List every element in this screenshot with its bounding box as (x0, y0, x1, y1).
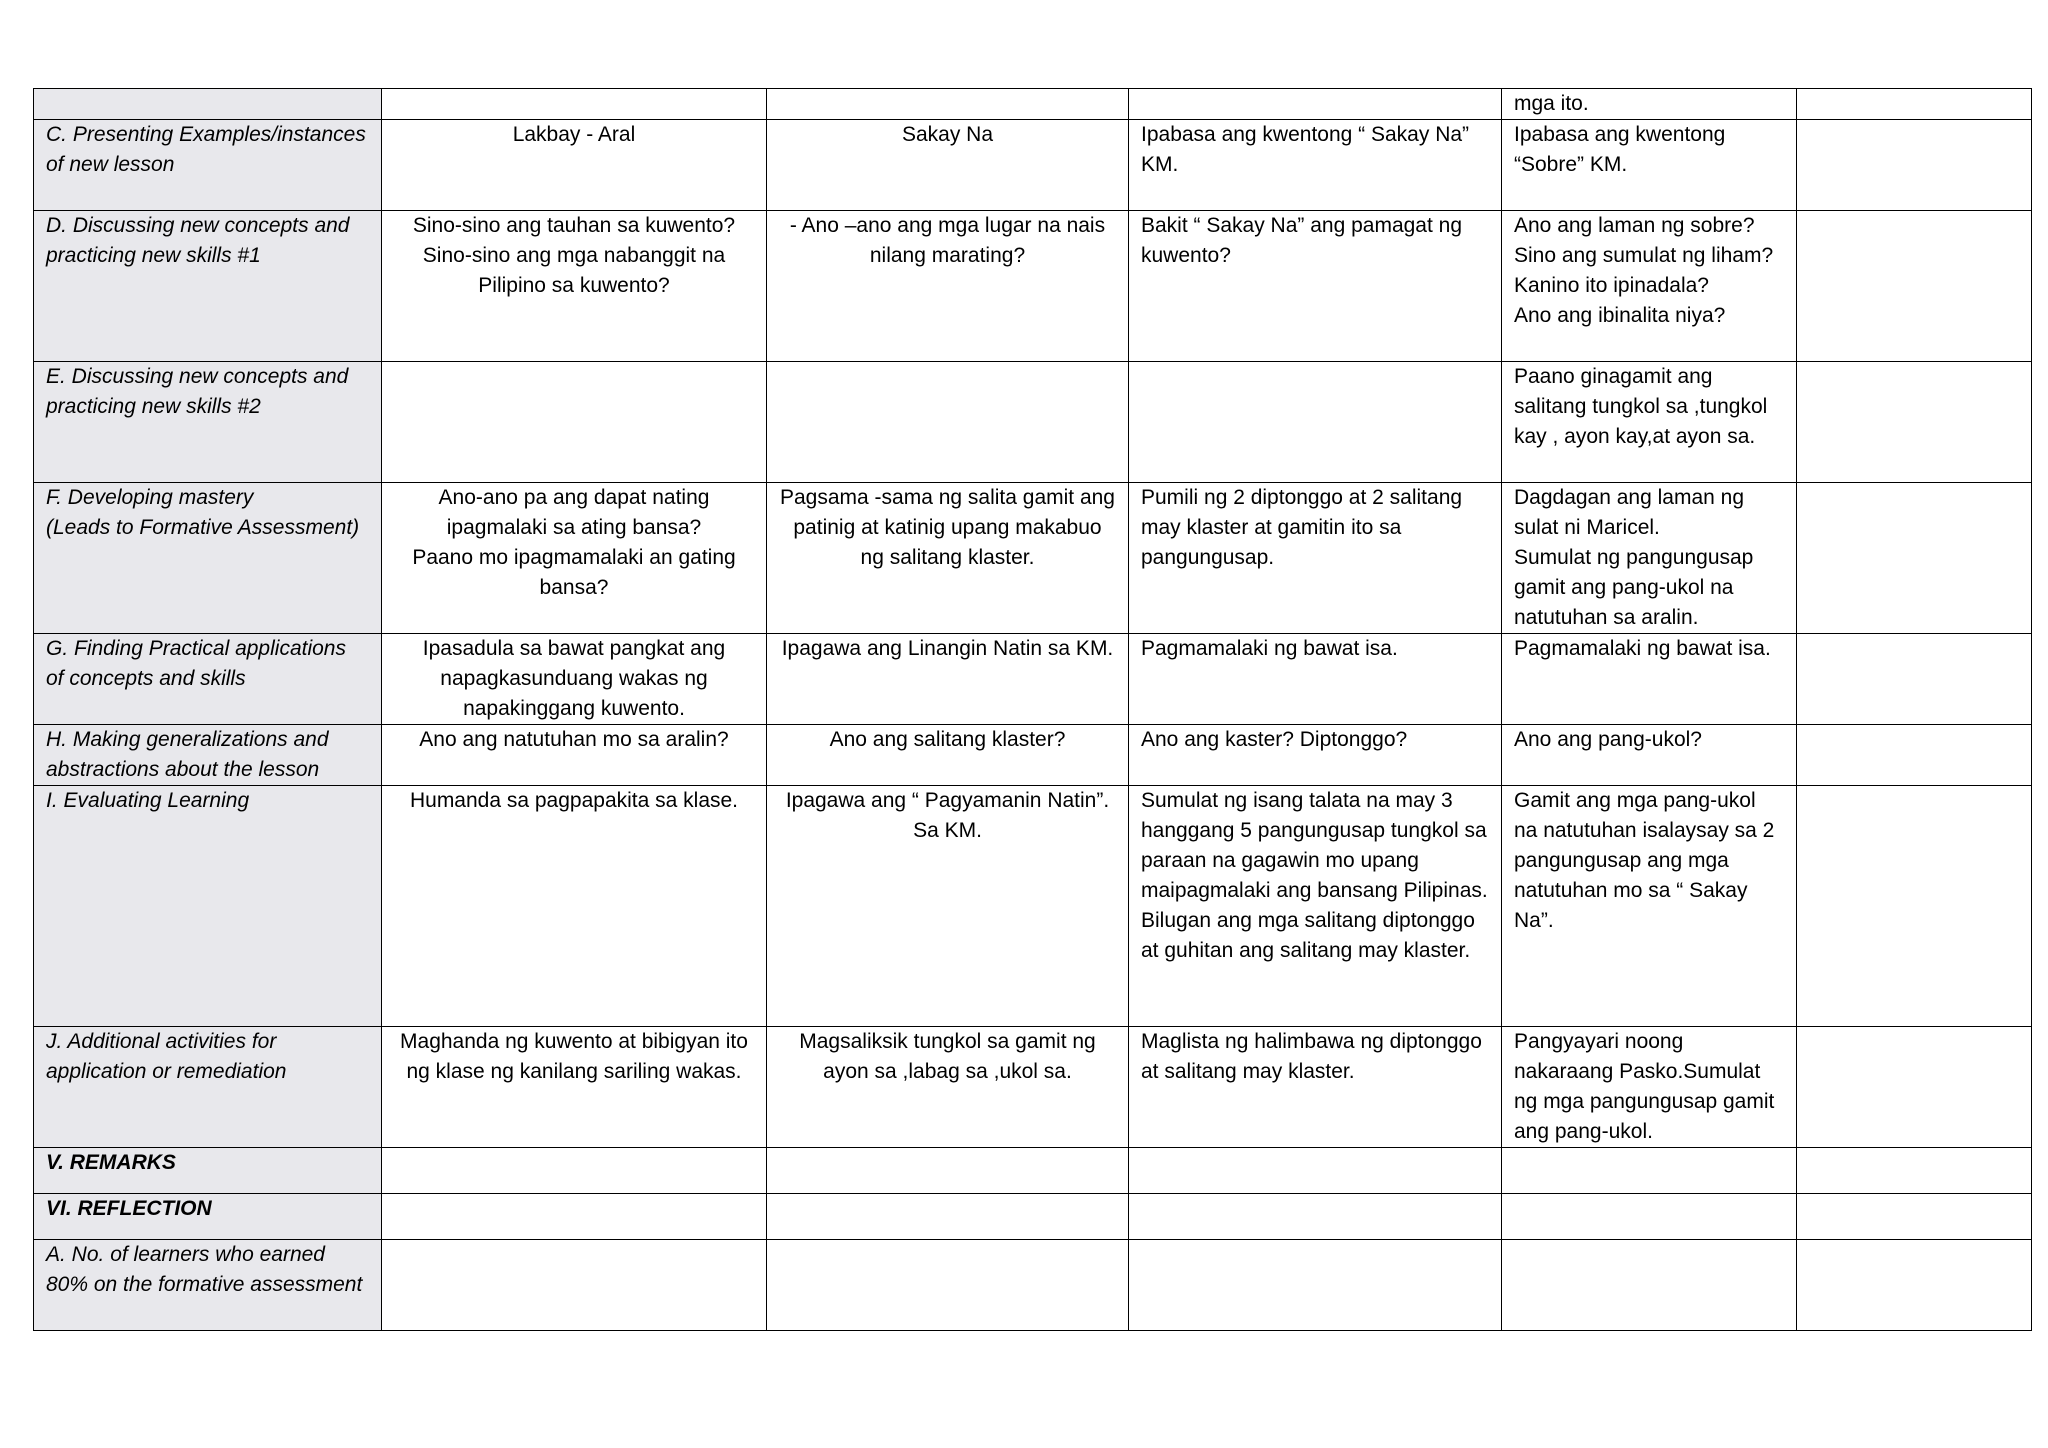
row-label: VI. REFLECTION (34, 1194, 382, 1240)
table-cell: Pagmamalaki ng bawat isa. (1129, 634, 1502, 725)
table-cell: Ipagawa ang Linangin Natin sa KM. (767, 634, 1129, 725)
table-cell: Gamit ang mga pang-ukol na natutuhan isalaysay sa 2 pangungusap ang mga natutuhan mo sa “ Sakay Na”. (1502, 786, 1797, 1027)
table-cell (1502, 1148, 1797, 1194)
table-cell: Ipagawa ang “ Pagyamanin Natin”. Sa KM. (767, 786, 1129, 1027)
table-cell (1797, 362, 2032, 483)
table-cell (1502, 1240, 1797, 1331)
cell-line: (Leads to Formative Assessment) (46, 516, 360, 539)
table-row (34, 634, 2032, 725)
table-cell: Ano ang kaster? Diptonggo? (1129, 725, 1502, 786)
table-cell (1129, 1240, 1502, 1331)
table-row (34, 120, 2032, 211)
table-cell: Pagmamalaki ng bawat isa. (1502, 634, 1797, 725)
table-cell: Humanda sa pagpapakita sa klase. (382, 786, 767, 1027)
row-label: A. No. of learners who earned 80% on the formative assessment (34, 1240, 382, 1331)
table-cell: Magsaliksik tungkol sa gamit ng ayon sa ,labag sa ,ukol sa. (767, 1027, 1129, 1148)
table-row (34, 1194, 2032, 1240)
table-cell (1797, 483, 2032, 634)
table-cell: Pumili ng 2 diptonggo at 2 salitang may klaster at gamitin ito sa pangungusap. (1129, 483, 1502, 634)
row-label: E. Discussing new concepts and practicing new skills #2 (34, 362, 382, 483)
table-cell: Ano ang pang-ukol? (1502, 725, 1797, 786)
table-cell: Sakay Na (767, 120, 1129, 211)
table-cell (1797, 725, 2032, 786)
table-cell (1129, 362, 1502, 483)
cell-line: Ano ang ibinalita niya? (1514, 304, 1726, 327)
table-cell (382, 1148, 767, 1194)
table-cell (767, 1194, 1129, 1240)
table-cell (1129, 1194, 1502, 1240)
table-cell: Ipabasa ang kwentong “Sobre” KM. (1502, 120, 1797, 211)
table-cell: Ano ang natutuhan mo sa aralin? (382, 725, 767, 786)
table-cell: Ano ang salitang klaster? (767, 725, 1129, 786)
cell-line: Sino-sino ang mga nabanggit na Pilipino sa kuwento? (422, 244, 732, 297)
cell-line: Ano ang laman ng sobre? (1514, 214, 1755, 237)
table-cell (1129, 89, 1502, 120)
table-cell (1797, 211, 2032, 362)
table-row (34, 1240, 2032, 1331)
cell-line: Paano mo ipagmamalaki an gating bansa? (412, 546, 742, 599)
table-cell (767, 1148, 1129, 1194)
table-cell (382, 211, 767, 362)
cell-line: Sumulat ng pangungusap gamit ang pang-ukol na natutuhan sa aralin. (1514, 546, 1760, 629)
table-cell (1797, 1148, 2032, 1194)
table-row (34, 362, 2032, 483)
table-row (34, 211, 2032, 362)
row-label (34, 483, 382, 634)
table-cell (1129, 1148, 1502, 1194)
row-label: C. Presenting Examples/instances of new lesson (34, 120, 382, 211)
cell-line: Bilugan ang mga salitang diptonggo at guhitan ang salitang may klaster. (1141, 909, 1481, 962)
row-label: V. REMARKS (34, 1148, 382, 1194)
cell-line: Ano-ano pa ang dapat nating ipagmalaki sa ating bansa? (438, 486, 716, 539)
table-cell (382, 1240, 767, 1331)
table-cell (1502, 211, 1797, 362)
table-cell: Ipasadula sa bawat pangkat ang napagkasunduang wakas ng napakinggang kuwento. (382, 634, 767, 725)
table-cell (382, 362, 767, 483)
cell-line: Sino-sino ang tauhan sa kuwento? (412, 214, 736, 237)
table-cell: Pangyayari noong nakaraang Pasko.Sumulat ng mga pangungusap gamit ang pang-ukol. (1502, 1027, 1797, 1148)
table-cell (382, 483, 767, 634)
cell-line: Sino ang sumulat ng liham? (1514, 244, 1774, 267)
row-label: J. Additional activities for application or remediation (34, 1027, 382, 1148)
table-cell (1797, 1194, 2032, 1240)
table-cell: Ipabasa ang kwentong “ Sakay Na” KM. (1129, 120, 1502, 211)
table-row (34, 1027, 2032, 1148)
table-cell: Pagsama -sama ng salita gamit ang patinig at katinig upang makabuo ng salitang klaster. (767, 483, 1129, 634)
cell-line: F. Developing mastery (46, 486, 254, 509)
row-label: H. Making generalizations and abstractions about the lesson (34, 725, 382, 786)
table-cell (767, 362, 1129, 483)
table-row (34, 725, 2032, 786)
table-cell (382, 89, 767, 120)
row-label (34, 89, 382, 120)
table-cell: Paano ginagamit ang salitang tungkol sa ,tungkol kay , ayon kay,at ayon sa. (1502, 362, 1797, 483)
table-cell (1797, 120, 2032, 211)
table-cell: Maglista ng halimbawa ng diptonggo at salitang may klaster. (1129, 1027, 1502, 1148)
table-cell: Lakbay - Aral (382, 120, 767, 211)
table-cell (382, 1194, 767, 1240)
table-cell (1797, 1240, 2032, 1331)
table-cell (1797, 786, 2032, 1027)
cell-line: Sumulat ng isang talata na may 3 hanggang 5 pangungusap tungkol sa paraan na gagawin mo upang maipagmalaki ang bansang Pilipinas. (1141, 789, 1493, 902)
table-cell (1129, 786, 1502, 1027)
table-row (34, 483, 2032, 634)
table-cell: Bakit “ Sakay Na” ang pamagat ng kuwento? (1129, 211, 1502, 362)
table-cell (1502, 483, 1797, 634)
table-cell: - Ano –ano ang mga lugar na nais nilang marating? (767, 211, 1129, 362)
table-cell (1797, 89, 2032, 120)
row-label: I. Evaluating Learning (34, 786, 382, 1027)
table-row (34, 1148, 2032, 1194)
table-cell: mga ito. (1502, 89, 1797, 120)
table-cell (767, 1240, 1129, 1331)
row-label: G. Finding Practical applications of concepts and skills (34, 634, 382, 725)
table-cell (767, 89, 1129, 120)
table-row (34, 786, 2032, 1027)
lesson-plan-table (33, 88, 2032, 1331)
row-label: D. Discussing new concepts and practicing new skills #1 (34, 211, 382, 362)
table-cell (1797, 634, 2032, 725)
table-cell (1502, 1194, 1797, 1240)
cell-line: Dagdagan ang laman ng sulat ni Maricel. (1514, 486, 1750, 539)
table-row (34, 89, 2032, 120)
table-cell (1797, 1027, 2032, 1148)
table-cell: Maghanda ng kuwento at bibigyan ito ng klase ng kanilang sariling wakas. (382, 1027, 767, 1148)
cell-line: Kanino ito ipinadala? (1514, 274, 1709, 297)
